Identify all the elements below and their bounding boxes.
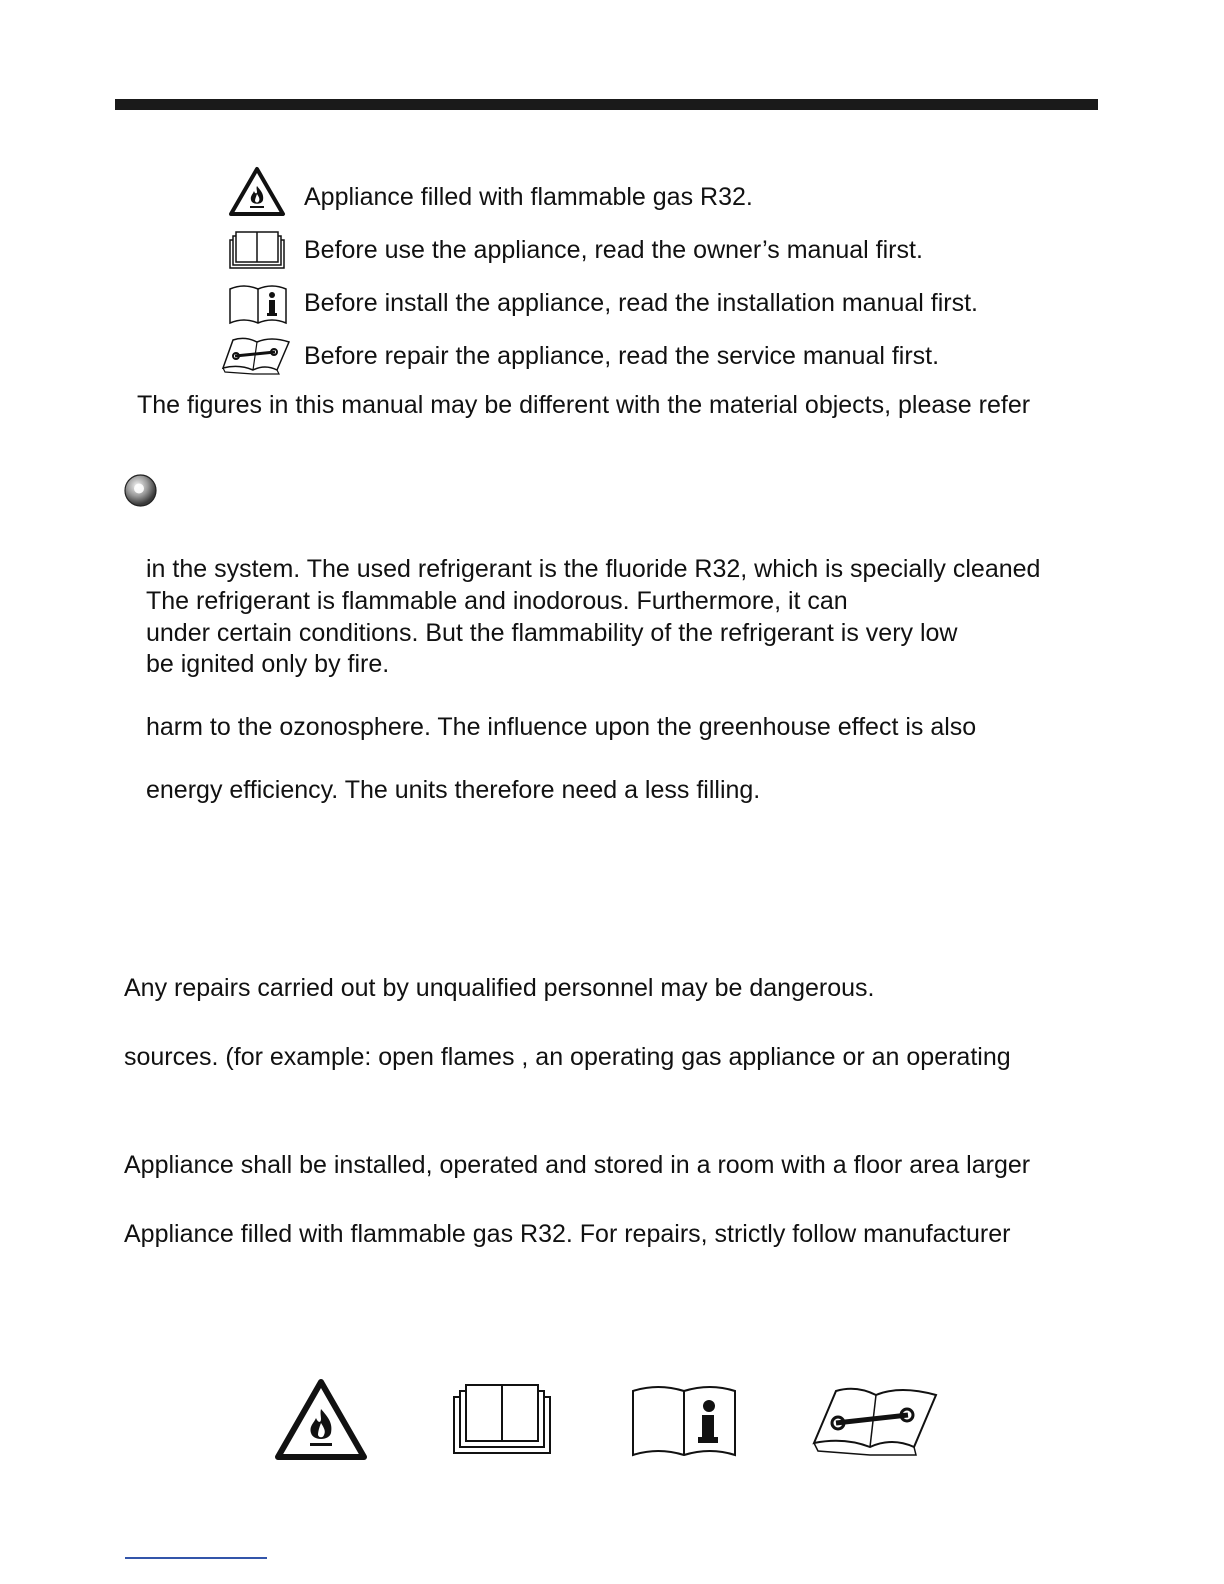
warning-unqualified-repairs: Any repairs carried out by unqualified personnel may be dangerous.	[124, 974, 875, 1002]
round-bullet-icon	[124, 474, 157, 507]
ozone-text: harm to the ozonosphere. The influence upon the greenhouse effect is also	[146, 713, 977, 741]
refrigerant-line-2: The refrigerant is flammable and inodorous. Furthermore, it can	[146, 587, 848, 615]
installation-manual-icon	[630, 1383, 738, 1459]
service-manual-icon	[810, 1385, 940, 1459]
flammable-warning-icon	[273, 1377, 369, 1463]
footer-rule	[125, 1557, 267, 1559]
legend-text-installation-manual: Before install the appliance, read the installation manual first.	[304, 289, 978, 317]
owners-manual-icon	[228, 230, 286, 270]
legend-text-service-manual: Before repair the appliance, read the service manual first.	[304, 342, 940, 370]
refrigerant-line-1: in the system. The used refrigerant is the fluoride R32, which is specially cleaned	[146, 555, 1041, 583]
efficiency-text: energy efficiency. The units therefore need a less filling.	[146, 776, 761, 804]
warning-repairs-manufacturer: Appliance filled with flammable gas R32. For repairs, strictly follow manufacturer	[124, 1220, 1011, 1248]
refrigerant-line-4: be ignited only by fire.	[146, 650, 390, 678]
header-rule	[115, 99, 1098, 110]
legend-text-owners-manual: Before use the appliance, read the owner’s manual first.	[304, 236, 923, 264]
owners-manual-icon	[448, 1383, 556, 1457]
warning-ignition-sources: sources. (for example: open flames , an operating gas appliance or an operating	[124, 1043, 1011, 1071]
installation-manual-icon	[228, 283, 288, 327]
refrigerant-line-3: under certain conditions. But the flammability of the refrigerant is very low	[146, 619, 958, 647]
warning-room-area: Appliance shall be installed, operated and stored in a room with a floor area larger	[124, 1151, 1031, 1179]
service-manual-icon	[221, 336, 293, 376]
flammable-warning-icon	[228, 166, 286, 218]
figures-note: The figures in this manual may be different with the material objects, please refer	[137, 391, 1031, 419]
legend-text-flammable: Appliance filled with flammable gas R32.	[304, 183, 753, 211]
